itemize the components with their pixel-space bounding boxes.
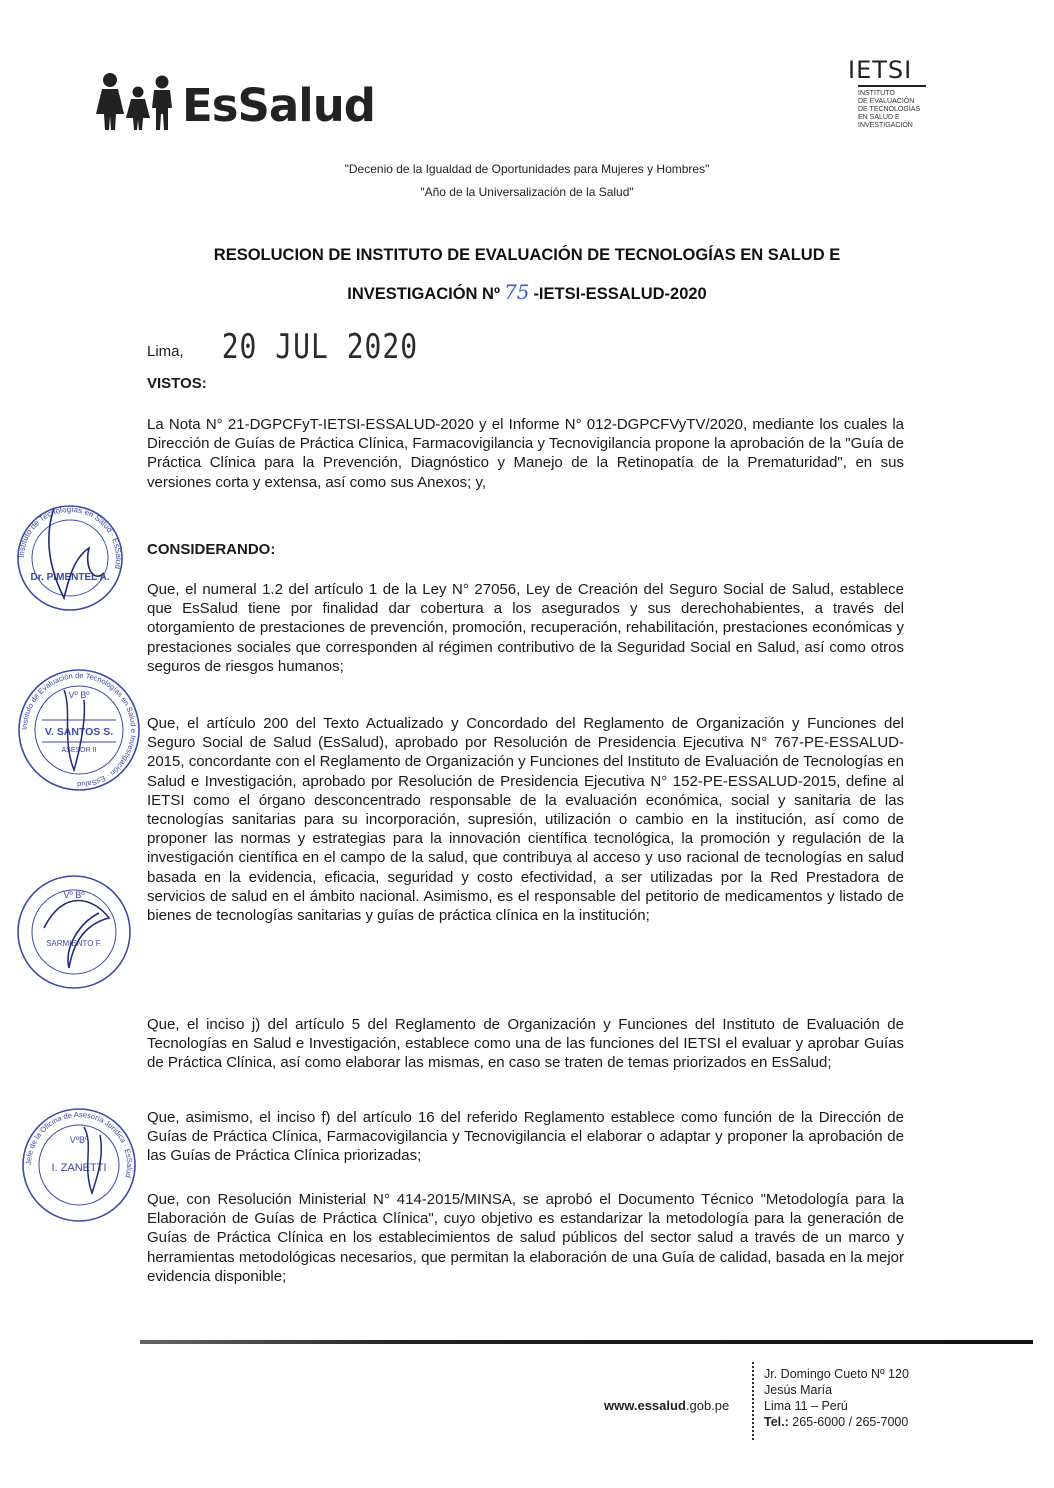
stamp-name: I. ZANETTI bbox=[51, 1162, 107, 1174]
footer-website bbox=[604, 1398, 729, 1413]
paragraph: Que, el inciso j) del artículo 5 del Reglamento de Organización y Funciones del Instituto de Evaluación de Tecnologías en Salud e Investigación, establece como una de las funciones del IETSI el evaluar y aprobar Guías de Práctica Clínica, así como elaborar las mismas, en caso se traten de temas priorizados en EsSalud; bbox=[147, 1016, 904, 1072]
ietsi-logo bbox=[848, 58, 944, 130]
date-stamp: 20 JUL 2020 bbox=[221, 326, 419, 367]
ietsi-wordmark: IETSI bbox=[848, 56, 913, 84]
phone-line bbox=[764, 1414, 909, 1430]
approval-stamp bbox=[14, 660, 144, 800]
essalud-logo bbox=[88, 62, 375, 132]
ietsi-divider bbox=[858, 85, 926, 87]
title-prefix: INVESTIGACIÓN Nº bbox=[347, 285, 500, 303]
approval-stamp bbox=[14, 868, 134, 998]
resolution-title-line-2 bbox=[100, 280, 954, 304]
motto-year: "Año de la Universalización de la Salud" bbox=[420, 185, 634, 199]
paragraph: Que, el artículo 200 del Texto Actualizado y Concordado del Reglamento de Organización y Funciones del Seguro Social de Salud (EsSalud), aprobado por Resolución de Presidencia Ejecutiva N° 767-PE-ESSALUD-2015, concordante con el Reglamento de Organización y Funciones del Instituto de Evaluación de Tecnologías en Salud e Investigación, aprobado por Resolución de Presidencia Ejecutiva N° 152-PE-ESSALUD-2015, define al IETSI como el órgano desconcentrado responsable de la evaluación económica, social y sanitaria de las tecnologías sanitarias para su incorporación, supresión, utilización o cambio en la institución, así como de proponer las normas y estrategias para la innovación científica tecnológica, la promoción y regulación de la investigación científica en el campo de la salud, que contribuya al acceso y uso racional de tecnologías en salud basada en la evidencia, eficacia, seguridad y costo efectividad, a ser utilizadas por la Red Prestadora de servicios de salud en el ámbito nacional. Asimismo, es el responsable del petitorio de medicamentos y listado de bienes de tecnologías sanitarias y guías de práctica clínica en la institución; bbox=[147, 715, 904, 925]
ietsi-subtitle-line: DE EVALUACIÓN bbox=[858, 98, 915, 105]
stamp-vb: Vº Bº bbox=[68, 690, 90, 700]
resolution-title-line-1: RESOLUCION DE INSTITUTO DE EVALUACIÓN DE TECNOLOGÍAS EN SALUD E bbox=[213, 246, 841, 264]
stamp-name: V. SANTOS S. bbox=[44, 726, 114, 738]
approval-stamp bbox=[14, 1105, 144, 1225]
footer-url-bold: www.essalud bbox=[604, 1398, 686, 1413]
footer-rule bbox=[140, 1338, 1033, 1346]
phone-number: 265-6000 / 265-7000 bbox=[792, 1415, 909, 1429]
stamp-ring-text: Jefe de la Oficina de Asesoría Jurídica · EsSalud bbox=[23, 1109, 135, 1179]
title-suffix: -IETSI-ESSALUD-2020 bbox=[533, 285, 707, 303]
resolution-number: 75 bbox=[503, 280, 530, 304]
ietsi-subtitle-line: INVESTIGACIÓN bbox=[858, 122, 913, 129]
stamp-ring-text: Instituto de Evaluación de Tecnologías en Salud e Investigación · EsSalud bbox=[19, 670, 139, 790]
ietsi-subtitle-line: INSTITUTO bbox=[858, 90, 895, 97]
section-heading-considerando: CONSIDERANDO: bbox=[147, 541, 276, 558]
footer-separator bbox=[752, 1362, 754, 1440]
family-figures-icon bbox=[88, 70, 180, 132]
ietsi-subtitle-line: EN SALUD E bbox=[858, 114, 900, 121]
address-line: Jesús María bbox=[764, 1383, 833, 1397]
section-heading-vistos: VISTOS: bbox=[147, 375, 207, 392]
phone-label: Tel.: bbox=[764, 1415, 789, 1429]
paragraph: Que, asimismo, el inciso f) del artículo 16 del referido Reglamento establece como función de la Dirección de Guías de Práctica Clínica, Farmacovigilancia y Tecnovigilancia el elaborar o adaptar y proponer la aprobación de las Guías de Práctica Clínica priorizadas; bbox=[147, 1109, 904, 1165]
signature-mark bbox=[44, 901, 109, 969]
place-date bbox=[147, 326, 419, 367]
stamp-name: Dr. PIMENTEL A. bbox=[30, 572, 110, 583]
paragraph: Que, el numeral 1.2 del artículo 1 de la Ley N° 27056, Ley de Creación del Seguro Social de Salud, establece que EsSalud tiene por finalidad dar cobertura a los asegurados y sus derechohabientes, a través del otorgamiento de prestaciones de prevención, promoción, recuperación, rehabilitación, prestaciones económicas y prestaciones sociales que corresponden al régimen contributivo de la Seguridad Social en Salud, así como otros seguros de riesgos humanos; bbox=[147, 581, 904, 675]
footer-address bbox=[764, 1366, 909, 1430]
paragraph: La Nota N° 21-DGPCFyT-IETSI-ESSALUD-2020 y el Informe N° 012-DGPCFVyTV/2020, mediante los cuales la Dirección de Guías de Práctica Clínica, Farmacovigilancia y Tecnovigilancia propone la aprobación de la "Guía de Práctica Clínica para la Prevención, Diagnóstico y Manejo de la Retinopatía de la Prematuridad", en sus versiones corta y extensa, así como sus Anexos; y, bbox=[147, 416, 904, 491]
address-line: Jr. Domingo Cueto Nº 120 bbox=[764, 1367, 909, 1381]
essalud-wordmark: EsSalud bbox=[182, 79, 375, 132]
stamp-ring-text: Instituto de Tecnologías en Salud · EsSalud bbox=[16, 504, 124, 570]
stamp-vb: Vº Bº bbox=[63, 890, 85, 900]
stamp-name: SARMIENTO F. bbox=[46, 939, 102, 948]
approval-stamp bbox=[14, 488, 126, 628]
address-line: Lima 11 – Perú bbox=[764, 1399, 848, 1413]
svg-text:Instituto de Tecnologías en Sa bbox=[17, 505, 123, 570]
stamp-vb: VºBº bbox=[69, 1135, 89, 1145]
ietsi-subtitle-line: DE TECNOLOGÍAS bbox=[858, 106, 921, 113]
stamp-role: ASESOR II bbox=[61, 747, 97, 754]
footer-url-rest: .gob.pe bbox=[685, 1398, 730, 1413]
paragraph: Que, con Resolución Ministerial N° 414-2015/MINSA, se aprobó el Documento Técnico "Metodología para la Elaboración de Guías de Práctica Clínica", cuyo objetivo es estandarizar la metodología para la generación de Guías de Práctica Clínica en los establecimientos de salud públicos del sector salud a través de un marco y herramientas metodológicas necesarios, que permitan la elaboración de una Guía de calidad, basada en la mejor evidencia disponible; bbox=[147, 1191, 904, 1285]
place-label: Lima, bbox=[147, 343, 184, 360]
motto-decade: "Decenio de la Igualdad de Oportunidades para Mujeres y Hombres" bbox=[344, 162, 710, 176]
